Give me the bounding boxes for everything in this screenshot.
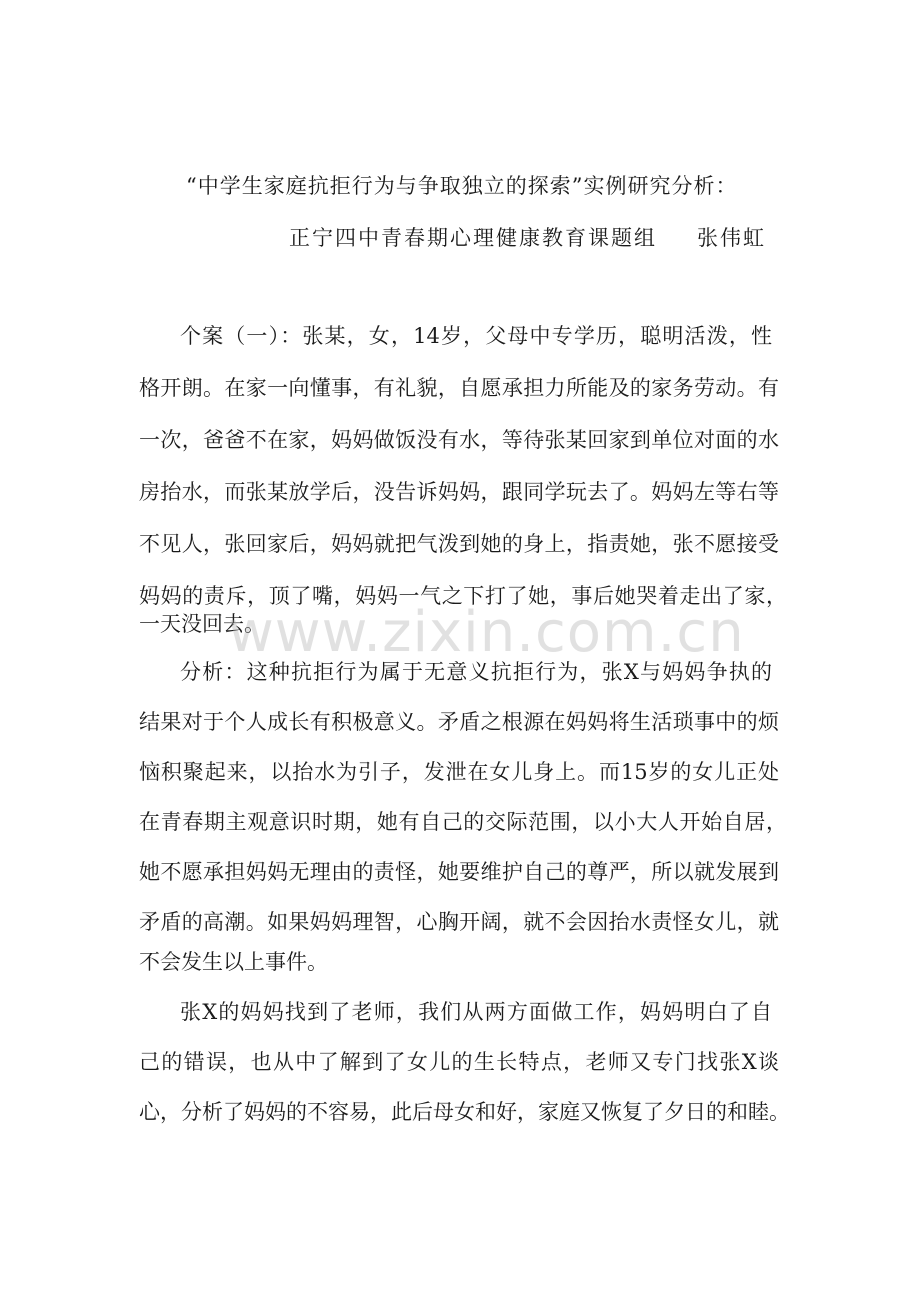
paragraph-1-line-7: 一天没回去。 <box>139 612 265 636</box>
author-name: 张伟虹 <box>697 226 766 250</box>
paragraph-1-line-6: 妈妈的责斥，顶了嘴，妈妈一气之下打了她，事后她哭着走出了家， <box>139 584 787 608</box>
document-title: “中学生家庭抗拒行为与争取独立的探索”实例研究分析： <box>186 174 738 198</box>
paragraph-2-line-7: 不会发生以上事件。 <box>139 950 328 974</box>
author-org: 正宁四中青春期心理健康教育课题组 <box>289 226 657 250</box>
paragraph-1-line-4: 房抬水，而张某放学后，没告诉妈妈，跟同学玩去了。妈妈左等右等 <box>139 480 779 504</box>
document-byline <box>289 222 766 252</box>
paragraph-2-line-2: 结果对于个人成长有积极意义。矛盾之根源在妈妈将生活琐事中的烦 <box>139 710 779 734</box>
paragraph-2-line-1: 分析：这种抗拒行为属于无意义抗拒行为，张X与妈妈争执的 <box>180 660 772 684</box>
paragraph-1-line-5: 不见人，张回家后，妈妈就把气泼到她的身上，指责她，张不愿接受 <box>139 532 779 556</box>
paragraph-1-line-1: 个案（一）：张某，女，14岁，父母中专学历，聪明活泼，性 <box>180 324 772 348</box>
paragraph-2-line-3: 恼积聚起来，以抬水为引子，发泄在女儿身上。而15岁的女儿正处 <box>139 760 779 784</box>
paragraph-1-line-3: 一次，爸爸不在家，妈妈做饭没有水，等待张某回家到单位对面的水 <box>139 428 779 452</box>
paragraph-1-line-2: 格开朗。在家一向懂事，有礼貌，自愿承担力所能及的家务劳动。有 <box>139 376 779 400</box>
watermark: www.zixin.com.cn <box>228 600 745 665</box>
paragraph-3-line-3: 心，分析了妈妈的不容易，此后母女和好，家庭又恢复了夕日的和睦。 <box>139 1100 790 1124</box>
paragraph-3-line-1: 张X的妈妈找到了老师，我们从两方面做工作，妈妈明白了自 <box>180 1000 772 1024</box>
paragraph-2-line-6: 矛盾的高潮。如果妈妈理智，心胸开阔，就不会因抬水责怪女儿，就 <box>139 910 779 934</box>
paragraph-3-line-2: 己的错误，也从中了解到了女儿的生长特点，老师又专门找张X谈 <box>139 1050 779 1074</box>
paragraph-2-line-4: 在青春期主观意识时期，她有自己的交际范围，以小大人开始自居， <box>139 810 787 834</box>
paragraph-2-line-5: 她不愿承担妈妈无理由的责怪，她要维护自己的尊严，所以就发展到 <box>139 860 779 884</box>
